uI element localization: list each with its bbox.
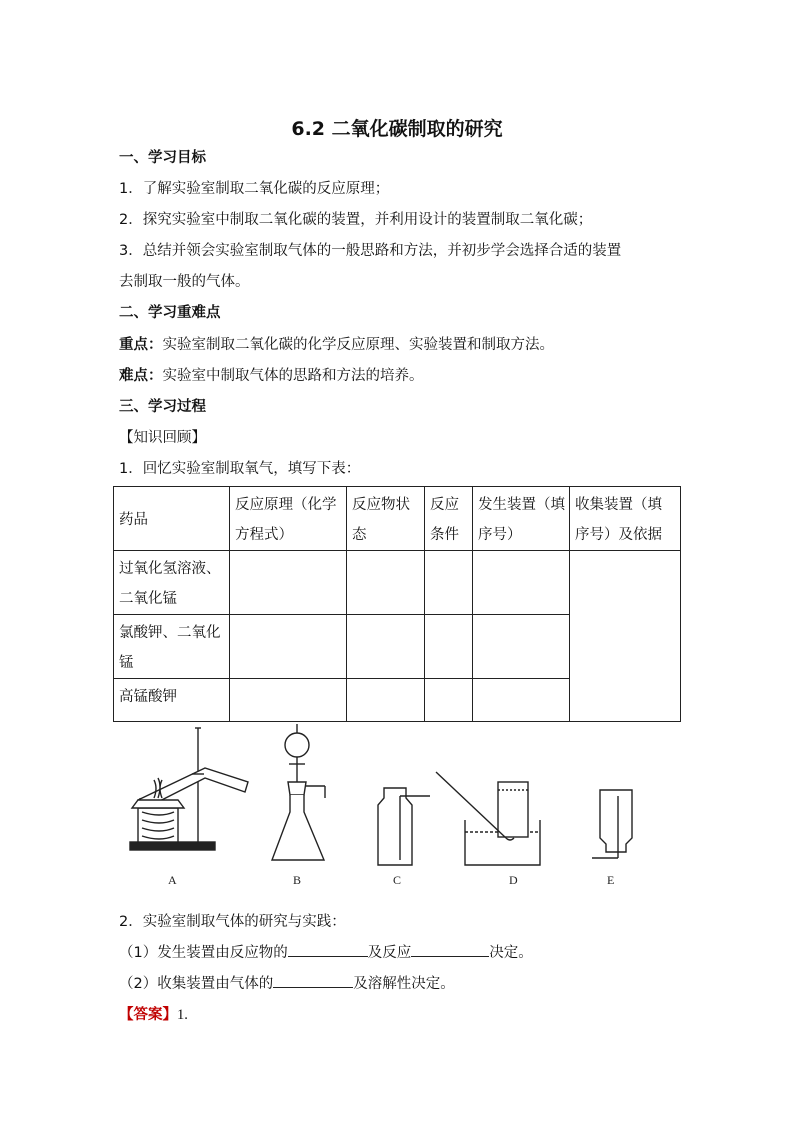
- difficult-text: 实验室中制取气体的思路和方法的培养。: [162, 368, 424, 384]
- apparatus-label-d: D: [509, 873, 518, 887]
- difficult-label: 难点：: [119, 368, 163, 384]
- table-header: 发生装置（填序号）: [473, 487, 570, 551]
- difficult-point: [119, 364, 424, 385]
- table-cell-reagent: 过氧化氢溶液、二氧化锰: [114, 551, 230, 615]
- table-header-row: [114, 487, 681, 551]
- answer-text: 1.: [177, 1007, 188, 1023]
- goal-3: 3．总结并领会实验室制取气体的一般思路和方法，并初步学会选择合适的装置: [119, 243, 622, 259]
- table-row: [114, 551, 681, 615]
- key-point: [119, 333, 554, 354]
- goal-2: 2．探究实验室中制取二氧化碳的装置，并利用设计的装置制取二氧化碳；: [119, 212, 593, 228]
- table-header: 药品: [114, 487, 230, 551]
- apparatus-e-bottle: [592, 790, 632, 858]
- table-cell-collect-merged[interactable]: [570, 551, 681, 722]
- q2-item1-text-b: 及反应: [367, 945, 412, 961]
- q2-item2-text-a: （2）收集装置由气体的: [119, 976, 274, 992]
- key-label: 重点：: [119, 337, 163, 353]
- table-cell-empty[interactable]: [347, 679, 425, 722]
- apparatus-label-a: A: [168, 873, 177, 887]
- table-cell-empty[interactable]: [425, 679, 473, 722]
- review-heading: 【知识回顾】: [119, 430, 206, 446]
- table-cell-empty[interactable]: [473, 615, 570, 679]
- table-header: 反应条件: [425, 487, 473, 551]
- apparatus-c-bottle: [378, 788, 430, 865]
- answer-tag: 【答案】: [119, 1007, 177, 1023]
- question-1: 1．回忆实验室制取氧气，填写下表：: [119, 461, 361, 477]
- table-header: 反应原理（化学方程式）: [230, 487, 347, 551]
- goal-3-cont: 去制取一般的气体。: [119, 274, 250, 290]
- key-text: 实验室制取二氧化碳的化学反应原理、实验装置和制取方法。: [162, 337, 554, 353]
- table-cell-empty[interactable]: [473, 679, 570, 722]
- table-cell-empty[interactable]: [230, 551, 347, 615]
- apparatus-label-b: B: [293, 873, 302, 887]
- goal-1: 1．了解实验室制取二氧化碳的反应原理；: [119, 181, 390, 197]
- q2-item1-text-c: 决定。: [489, 945, 533, 961]
- table-header: 收集装置（填序号）及依据: [570, 487, 681, 551]
- question-2: 2．实验室制取气体的研究与实践：: [119, 914, 346, 930]
- table-cell-empty[interactable]: [230, 615, 347, 679]
- key-heading: 二、学习重难点: [119, 305, 221, 321]
- table-header: 反应物状态: [347, 487, 425, 551]
- q2-item2-text-b: 及溶解性决定。: [353, 976, 455, 992]
- table-cell-empty[interactable]: [347, 615, 425, 679]
- apparatus-figure: [110, 720, 670, 890]
- goals-heading: 一、学习目标: [119, 150, 206, 166]
- table-cell-empty[interactable]: [347, 551, 425, 615]
- table-cell-reagent: 高锰酸钾: [114, 679, 230, 722]
- table-cell-reagent: 氯酸钾、二氧化锰: [114, 615, 230, 679]
- answer-line: [119, 1003, 188, 1024]
- question-2-item-2: [119, 972, 455, 993]
- q2-item1-text-a: （1）发生装置由反应物的: [119, 945, 288, 961]
- apparatus-label-c: C: [393, 873, 402, 887]
- answer-blank[interactable]: [273, 973, 353, 988]
- answer-blank[interactable]: [288, 942, 368, 957]
- apparatus-b-flask: [272, 724, 325, 860]
- answer-blank[interactable]: [411, 942, 489, 957]
- page-title: 6.2 二氧化碳制取的研究: [291, 118, 503, 140]
- table-cell-empty[interactable]: [425, 615, 473, 679]
- process-heading: 三、学习过程: [119, 399, 206, 415]
- apparatus-a-heating: [130, 728, 248, 850]
- question-2-item-1: [119, 941, 533, 962]
- table-cell-empty[interactable]: [473, 551, 570, 615]
- table-cell-empty[interactable]: [425, 551, 473, 615]
- oxygen-table: [113, 486, 681, 722]
- apparatus-label-e: E: [607, 873, 615, 887]
- apparatus-d-trough: [436, 772, 540, 865]
- table-cell-empty[interactable]: [230, 679, 347, 722]
